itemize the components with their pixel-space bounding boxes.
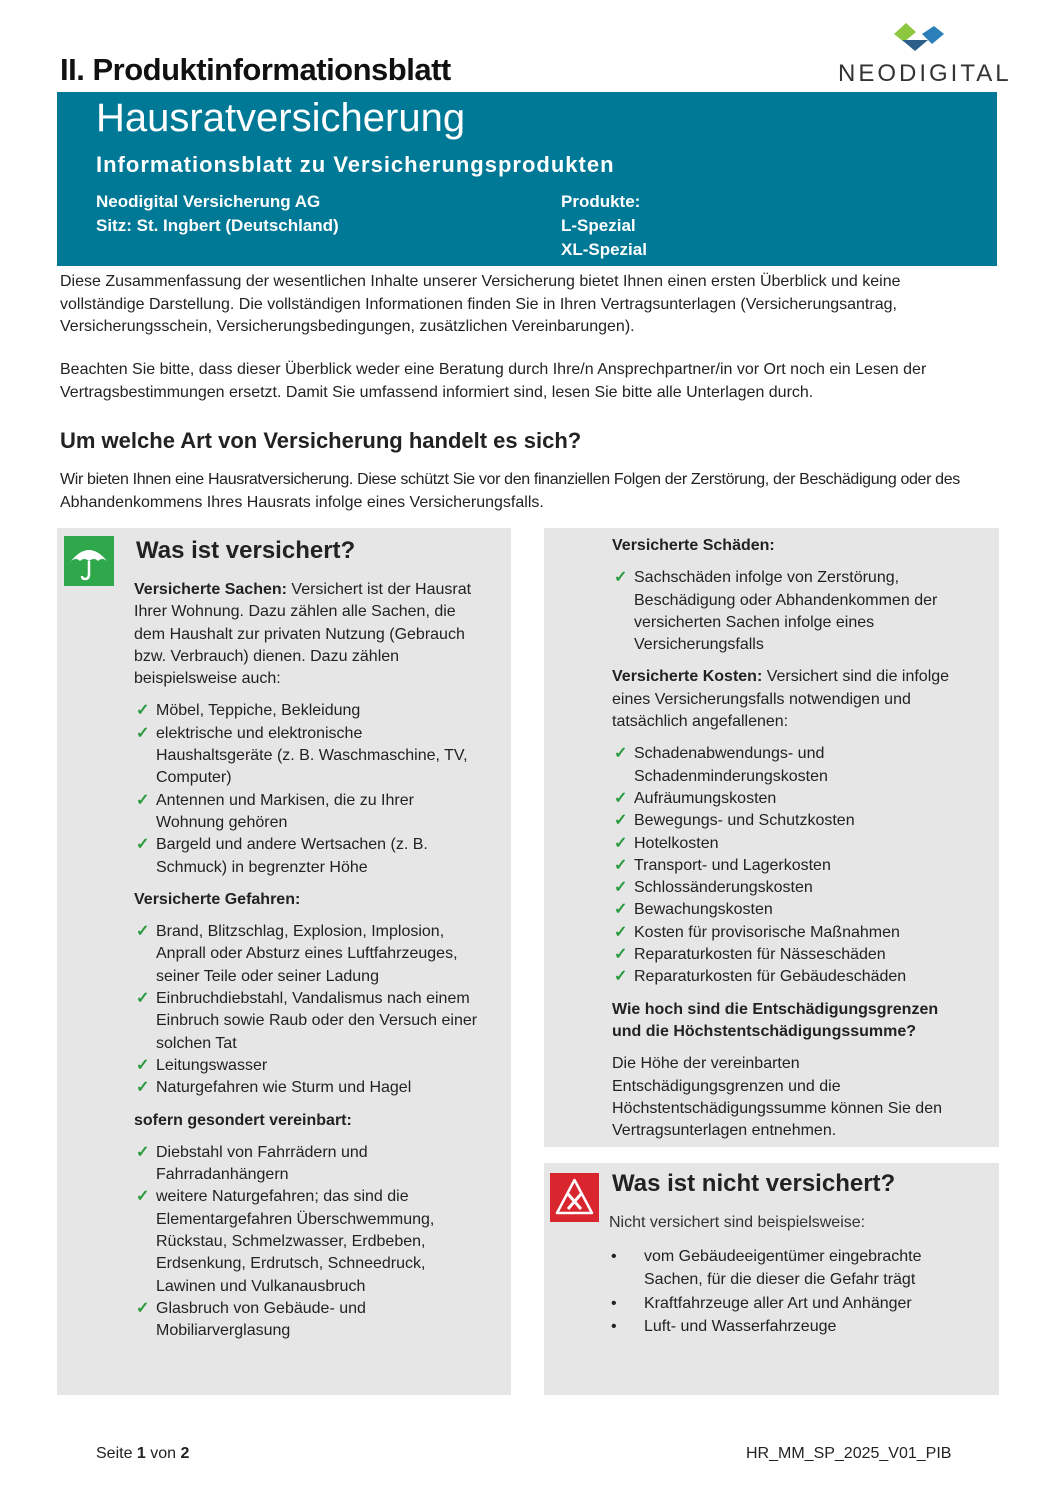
check-icon: ✓ xyxy=(136,791,150,809)
product-item: L-Spezial xyxy=(561,216,636,235)
text-line: Elementargefahren Überschwemmung, xyxy=(156,1210,435,1228)
not-insured-content xyxy=(609,1212,989,1338)
text-line: beispielsweise auch: xyxy=(134,670,281,688)
text-line: vollständige Darstellung. Die vollständigen Informationen finden Sie in Ihren Vertragsunterlagen (Versicherungsantrag, xyxy=(60,295,897,313)
list-item xyxy=(134,790,504,835)
text-line: Schmuck) in begrenzter Höhe xyxy=(156,858,368,876)
text-line: Reparaturkosten für Gebäudeschäden xyxy=(634,968,907,986)
not-insured-intro: Nicht versichert sind beispielsweise: xyxy=(609,1214,866,1231)
not-insured-list xyxy=(609,1246,989,1338)
insured-box xyxy=(57,528,511,1395)
list-item xyxy=(612,567,987,656)
insured-perils-list xyxy=(134,921,504,1099)
text-line: Kosten für provisorische Maßnahmen xyxy=(634,923,900,941)
text-line: Sachschäden infolge von Zerstörung, xyxy=(634,569,900,587)
text-line: Möbel, Teppiche, Bekleidung xyxy=(156,702,361,720)
text-line: Einbruch sowie Raub oder den Versuch einer xyxy=(156,1012,478,1030)
text-line: tatsächlich angefallenen: xyxy=(612,713,789,731)
costs-list xyxy=(612,743,987,988)
text-line: Schlossänderungskosten xyxy=(634,879,813,897)
list-item xyxy=(134,1298,504,1343)
insured-content xyxy=(134,579,504,1343)
list-item xyxy=(612,944,987,966)
banner-title: Hausratversicherung xyxy=(96,96,466,140)
text-line: Reparaturkosten für Nässeschäden xyxy=(634,946,886,964)
text-line: Schadenabwendungs- und xyxy=(634,745,825,763)
text-line: Beschädigung oder Abhandenkommen der xyxy=(634,591,938,609)
text-line: Versicherungsschein, Versicherungsbedingungen, zusätzlichen Vereinbarungen). xyxy=(60,318,635,335)
text-line: Antennen und Markisen, die zu Ihrer xyxy=(156,791,414,809)
list-item xyxy=(134,1055,504,1077)
check-icon: ✓ xyxy=(136,923,150,941)
section-heading: Um welche Art von Versicherung handelt es sich? xyxy=(60,428,582,453)
list-item xyxy=(612,966,987,988)
text-line: Computer) xyxy=(156,769,232,787)
bullet-icon: • xyxy=(611,1294,617,1312)
costs-intro xyxy=(612,666,987,733)
intro-paragraph-2 xyxy=(60,359,1000,404)
text-line: Einbruchdiebstahl, Vandalismus nach einem xyxy=(156,990,470,1008)
list-item xyxy=(612,899,987,921)
damages-list xyxy=(612,567,987,656)
text-line: Bargeld und andere Wertsachen (z. B. xyxy=(156,836,428,854)
check-icon: ✓ xyxy=(614,834,628,852)
text-line: Glasbruch von Gebäude- und xyxy=(156,1299,366,1317)
text-line: bzw. Verbrauch) dienen. Dazu zählen xyxy=(134,647,400,665)
check-icon: ✓ xyxy=(614,879,628,897)
current-page: 1 xyxy=(136,1445,146,1462)
text-line: Wir bieten Ihnen eine Hausratversicherung. Diese schützt Sie vor den finanziellen Folgen der Zerstörung, der Beschädigung oder des xyxy=(60,471,960,488)
text-line: Wohnung gehören xyxy=(156,813,288,831)
text-line: Rückstau, Schmelzwasser, Erdbeben, xyxy=(156,1233,426,1251)
text-line: Erdsenkung, Erdrutsch, Schneedruck, xyxy=(156,1255,426,1273)
list-item xyxy=(612,922,987,944)
check-icon: ✓ xyxy=(136,836,150,854)
list-item xyxy=(134,1186,504,1297)
check-icon: ✓ xyxy=(136,724,150,742)
list-item xyxy=(134,988,504,1055)
check-icon: ✓ xyxy=(136,1143,150,1161)
text-line: und die Höchstentschädigungssumme? xyxy=(612,1022,917,1040)
limits-heading xyxy=(612,999,987,1044)
text-line: Die Höhe der vereinbarten xyxy=(612,1055,800,1073)
document-id: HR_MM_SP_2025_V01_PIB xyxy=(746,1445,952,1462)
product-item: XL-Spezial xyxy=(561,240,647,259)
text-line: Anprall oder Absturz eines Luftfahrzeuges, xyxy=(156,945,458,963)
list-item xyxy=(612,833,987,855)
text-line: Diebstahl von Fahrrädern und xyxy=(156,1143,368,1161)
list-item xyxy=(612,855,987,877)
text-line: vom Gebäudeeigentümer eingebrachte xyxy=(644,1248,922,1266)
list-item xyxy=(609,1246,989,1291)
bullet-icon: • xyxy=(611,1318,617,1336)
sub-heading: Versicherte Sachen: xyxy=(134,581,287,598)
company-line: Neodigital Versicherung AG xyxy=(96,192,321,211)
text-line: Hotelkosten xyxy=(634,834,719,852)
text-line: Kraftfahrzeuge aller Art und Anhänger xyxy=(644,1294,912,1312)
list-item xyxy=(134,921,504,988)
text-line: Fahrradanhängern xyxy=(156,1166,289,1184)
text-line: Seite xyxy=(96,1445,137,1462)
logo-text: NEODIGITAL xyxy=(838,60,1012,87)
text-line: Leitungswasser xyxy=(156,1056,268,1074)
text-line: Luft- und Wasserfahrzeuge xyxy=(644,1318,837,1336)
sub-heading: Versicherte Schäden: xyxy=(612,537,775,554)
sub-heading: Versicherte Gefahren: xyxy=(134,890,301,908)
check-icon: ✓ xyxy=(136,702,150,720)
text-line: Haushaltsgeräte (z. B. Waschmaschine, TV, xyxy=(156,747,468,765)
sub-heading: sofern gesondert vereinbart: xyxy=(134,1111,352,1129)
text-line: von xyxy=(145,1445,181,1462)
text-line: Vertragsbestimmungen ersetzt. Damit Sie umfassend informiert sind, lesen Sie bitte alle Unterlagen durch. xyxy=(60,383,814,401)
text-line: Bewegungs- und Schutzkosten xyxy=(634,812,855,830)
banner-subtitle: Informationsblatt zu Versicherungsprodukten xyxy=(96,152,615,177)
check-icon: ✓ xyxy=(136,1056,150,1074)
text-line: Entschädigungsgrenzen und die xyxy=(612,1077,841,1095)
insured-title: Was ist versichert? xyxy=(136,537,356,564)
list-item xyxy=(612,877,987,899)
check-icon: ✓ xyxy=(614,569,628,587)
text-line: Wie hoch sind die Entschädigungsgrenzen xyxy=(612,1000,939,1018)
text-line: dem Haushalt zur privaten Nutzung (Gebrauch xyxy=(134,625,465,643)
check-icon: ✓ xyxy=(614,946,628,964)
text-line: eines Versicherungsfalls notwendigen und xyxy=(612,690,911,708)
text-line: seiner Teile oder seiner Ladung xyxy=(156,967,379,985)
check-icon: ✓ xyxy=(614,923,628,941)
text-line: Schadenminderungskosten xyxy=(634,767,828,785)
text-line: elektrische und elektronische xyxy=(156,724,363,742)
text-line: Versichert sind die infolge xyxy=(762,668,950,686)
text-line: Sachen, für die dieser die Gefahr trägt xyxy=(644,1270,916,1288)
text-line: Bewachungskosten xyxy=(634,901,773,919)
list-item xyxy=(134,723,504,790)
check-icon: ✓ xyxy=(614,901,628,919)
not-insured-title: Was ist nicht versichert? xyxy=(612,1170,896,1197)
bullet-icon: • xyxy=(611,1248,617,1266)
insured-items-intro xyxy=(134,579,504,690)
text-line: Aufräumungskosten xyxy=(634,789,777,807)
text-line: versicherten Sachen infolge eines xyxy=(634,613,875,631)
list-item xyxy=(134,700,504,722)
text-line: Versicherungsfalls xyxy=(634,636,764,654)
text-line: Naturgefahren wie Sturm und Hagel xyxy=(156,1079,412,1097)
insured-content-continued xyxy=(612,535,987,1142)
check-icon: ✓ xyxy=(614,745,628,763)
umbrella-icon xyxy=(64,536,114,586)
text-line: solchen Tat xyxy=(156,1034,237,1052)
text-line: Transport- und Lagerkosten xyxy=(634,856,831,874)
insured-box-continued xyxy=(544,528,999,1147)
intro-paragraph-1 xyxy=(60,271,1000,339)
list-item xyxy=(134,834,504,879)
company-line: Sitz: St. Ingbert (Deutschland) xyxy=(96,216,339,235)
products-label: Produkte: xyxy=(561,192,641,211)
total-pages: 2 xyxy=(180,1445,190,1462)
list-item xyxy=(612,810,987,832)
check-icon: ✓ xyxy=(136,1299,150,1317)
list-item xyxy=(609,1293,989,1315)
sub-heading: Versicherte Kosten: xyxy=(612,668,763,686)
page-title: II. Produktinformationsblatt xyxy=(60,52,451,87)
check-icon: ✓ xyxy=(136,990,150,1008)
text-line: Vertragsunterlagen entnehmen. xyxy=(612,1122,837,1140)
text-line: Höchstentschädigungssumme können Sie den xyxy=(612,1099,942,1117)
check-icon: ✓ xyxy=(614,789,628,807)
list-item xyxy=(609,1316,989,1338)
text-line: weitere Naturgefahren; das sind die xyxy=(156,1188,409,1206)
text-line: Beachten Sie bitte, dass dieser Überblick weder eine Beratung durch Ihre/n Ansprechpartner/in vor Ort noch ein Lesen der xyxy=(60,361,927,378)
text-line: Diese Zusammenfassung der wesentlichen Inhalte unserer Versicherung bietet Ihnen einen ersten Überblick und keine xyxy=(60,273,901,290)
forbidden-icon xyxy=(550,1173,599,1222)
title-banner xyxy=(57,92,997,266)
products-info xyxy=(561,190,647,262)
text-line: Versichert ist der Hausrat xyxy=(286,581,472,598)
list-item xyxy=(612,788,987,810)
text-line: Mobiliarverglasung xyxy=(156,1322,291,1340)
not-insured-box xyxy=(544,1163,999,1395)
text-line: Brand, Blitzschlag, Explosion, Implosion, xyxy=(156,923,445,941)
list-item xyxy=(612,743,987,788)
insurance-type-text xyxy=(60,469,1000,514)
limits-text xyxy=(612,1053,987,1142)
check-icon: ✓ xyxy=(614,968,628,986)
insured-items-list xyxy=(134,700,504,878)
list-item xyxy=(134,1077,504,1099)
page-number xyxy=(96,1445,189,1463)
text-line: Abhandenkommens Ihres Hausrats infolge eines Versicherungsfalls. xyxy=(60,493,544,511)
check-icon: ✓ xyxy=(136,1188,150,1206)
text-line: Ihrer Wohnung. Dazu zählen alle Sachen, die xyxy=(134,603,456,621)
company-info xyxy=(96,190,339,238)
check-icon: ✓ xyxy=(136,1079,150,1097)
list-item xyxy=(134,1142,504,1187)
text-line: Lawinen und Vulkanausbruch xyxy=(156,1277,366,1295)
logo-icon xyxy=(838,20,998,60)
company-logo xyxy=(838,20,1012,88)
check-icon: ✓ xyxy=(614,856,628,874)
check-icon: ✓ xyxy=(614,812,628,830)
optional-perils-list xyxy=(134,1142,504,1343)
